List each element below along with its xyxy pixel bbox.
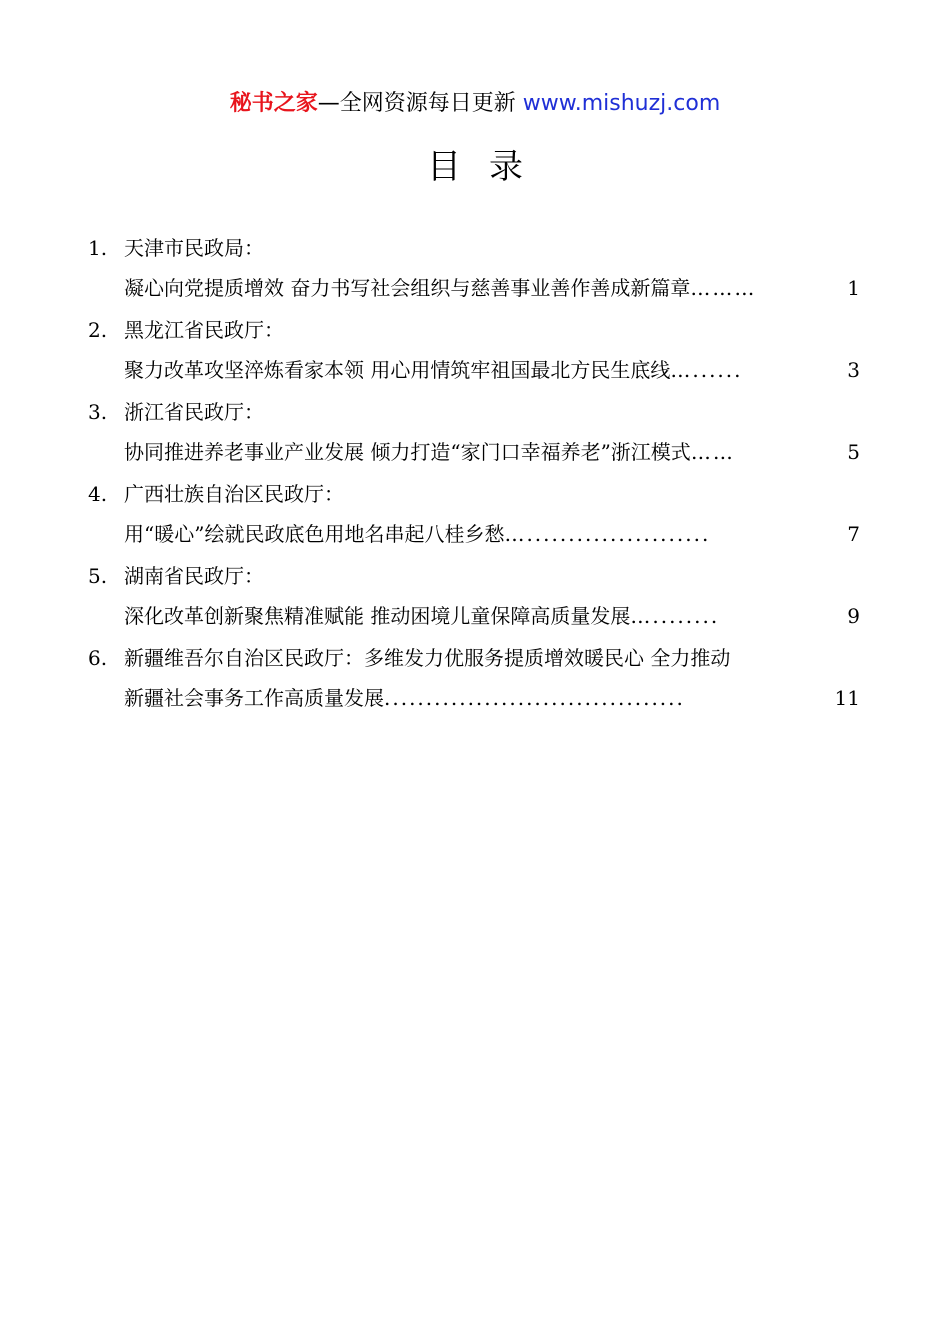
toc-entry-leader: …........ [630, 604, 720, 628]
banner-slogan: —全网资源每日更新 [317, 91, 516, 116]
toc-entry-page: 11 [834, 686, 860, 710]
toc-entry-title: 协同推进养老事业产业发展 倾力打造“家门口幸福养老”浙江模式 [124, 440, 691, 464]
toc-entry-heading: 浙江省民政厅： [124, 400, 264, 424]
toc-entry-number: 2. [88, 318, 108, 342]
toc-entry-title-row [124, 268, 860, 308]
toc-entry-title-row [124, 432, 860, 472]
toc-entry[interactable] [88, 556, 860, 636]
toc-entry[interactable] [88, 310, 860, 390]
banner-url-link[interactable]: www.mishuzj.com [522, 91, 721, 116]
toc-entry-heading: 黑龙江省民政厅： [124, 318, 284, 342]
toc-entry[interactable] [88, 392, 860, 472]
toc-entry-heading: 新疆维吾尔自治区民政厅：多维发力优服务提质增效暖民心 全力推动 [124, 646, 731, 670]
toc-entry-heading: 广西壮族自治区民政厅： [124, 482, 344, 506]
toc-entry-heading-row [88, 474, 860, 514]
toc-entry-number: 3. [88, 400, 108, 424]
toc-entry-number: 5. [88, 564, 108, 588]
toc-entry-heading-row [88, 392, 860, 432]
toc-entry-heading: 湖南省民政厅： [124, 564, 264, 588]
toc-entry-page: 5 [847, 440, 860, 464]
toc-entry[interactable] [88, 228, 860, 308]
banner-brand: 秘书之家 [229, 91, 318, 116]
toc-entry-title: 用“暖心”绘就民政底色用地名串起八桂乡愁 [124, 522, 505, 546]
toc-entry-leader: …...... [670, 358, 743, 382]
toc-entry-page: 1 [847, 276, 860, 300]
toc-entry-heading-row [88, 556, 860, 596]
toc-entry-title: 新疆社会事务工作高质量发展 [124, 686, 384, 710]
toc-entry-title: 深化改革创新聚焦精准赋能 推动困境儿童保障高质量发展 [124, 604, 631, 628]
toc-entry-heading-row [88, 638, 860, 678]
table-of-contents [88, 228, 860, 718]
toc-entry-number: 6. [88, 646, 108, 670]
toc-entry-leader: …...................... [504, 522, 711, 546]
toc-entry[interactable] [88, 638, 860, 718]
toc-entry-leader: .................................... [384, 686, 685, 710]
site-banner [0, 88, 950, 120]
toc-entry-title-row [124, 350, 860, 390]
toc-entry-title-row [124, 678, 860, 718]
toc-entry-page: 3 [847, 358, 860, 382]
toc-entry-number: 4. [88, 482, 108, 506]
toc-entry-leader: …… [690, 440, 735, 464]
toc-entry-title-row [124, 596, 860, 636]
toc-entry-title: 聚力改革攻坚淬炼看家本领 用心用情筑牢祖国最北方民生底线 [124, 358, 671, 382]
toc-entry-page: 9 [847, 604, 860, 628]
toc-entry-heading-row [88, 228, 860, 268]
toc-entry-title: 凝心向党提质增效 奋力书写社会组织与慈善事业善作善成新篇章 [124, 276, 691, 300]
toc-entry[interactable] [88, 474, 860, 554]
toc-entry-heading: 天津市民政局： [124, 236, 264, 260]
toc-entry-number: 1. [88, 236, 108, 260]
toc-entry-page: 7 [847, 522, 860, 546]
toc-entry-heading-row [88, 310, 860, 350]
toc-title: 目录 [427, 147, 551, 187]
toc-entry-leader: ……… [690, 276, 757, 300]
toc-entry-title-row [124, 514, 860, 554]
